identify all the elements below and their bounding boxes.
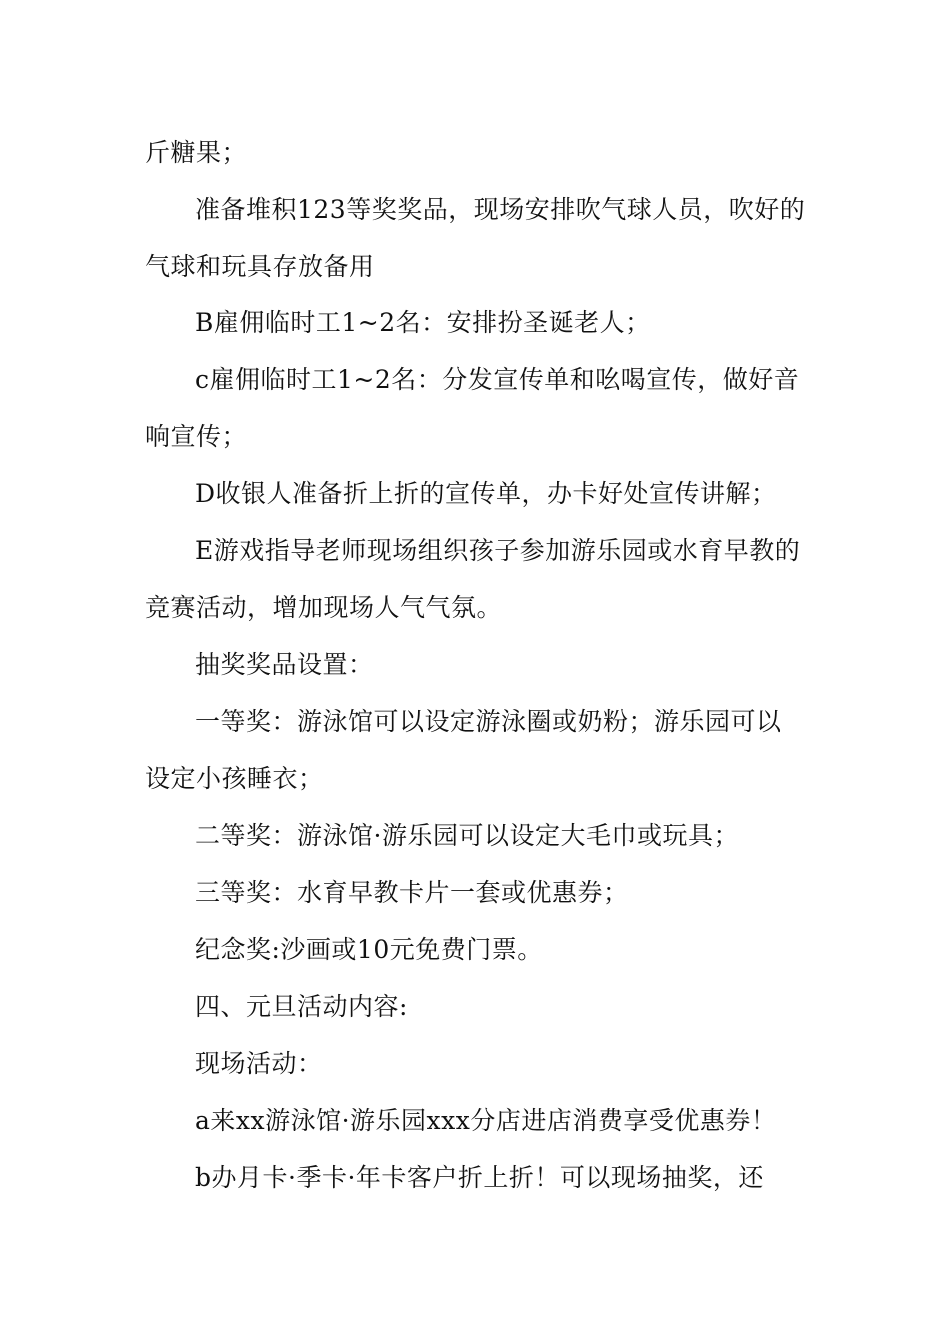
text-line: 竞赛活动，增加现场人气气氛。	[145, 593, 503, 622]
text-line: 斤糖果；	[145, 138, 248, 167]
text-line: D收银人准备折上折的宣传单，办卡好处宣传讲解；	[195, 479, 777, 508]
text-line: 一等奖：游泳馆可以设定游泳圈或奶粉；游乐园可以	[195, 707, 782, 736]
text-line: c雇佣临时工1~2名：分发宣传单和吆喝宣传，做好音	[195, 365, 800, 394]
text-line: 纪念奖:沙画或10元免费门票。	[195, 935, 543, 964]
text-line: 四、元旦活动内容:	[195, 992, 408, 1021]
text-line: 响宣传；	[145, 422, 248, 451]
text-line: 设定小孩睡衣；	[145, 764, 324, 793]
text-line: 二等奖：游泳馆·游乐园可以设定大毛巾或玩具；	[195, 821, 739, 850]
text-line: b办月卡·季卡·年卡客户折上折！可以现场抽奖，还	[195, 1163, 764, 1192]
text-line: E游戏指导老师现场组织孩子参加游乐园或水育早教的	[195, 536, 801, 565]
text-line: 抽奖奖品设置：	[195, 650, 374, 679]
text-line: 准备堆积123等奖奖品，现场安排吹气球人员，吹好的	[195, 195, 806, 224]
text-line: 气球和玩具存放备用	[145, 252, 375, 281]
text-line: B雇佣临时工1~2名：安排扮圣诞老人；	[195, 308, 651, 337]
text-line: a来xx游泳馆·游乐园xxx分店进店消费享受优惠券！	[195, 1106, 777, 1135]
text-line: 三等奖：水育早教卡片一套或优惠券；	[195, 878, 629, 907]
text-line: 现场活动：	[195, 1049, 323, 1078]
